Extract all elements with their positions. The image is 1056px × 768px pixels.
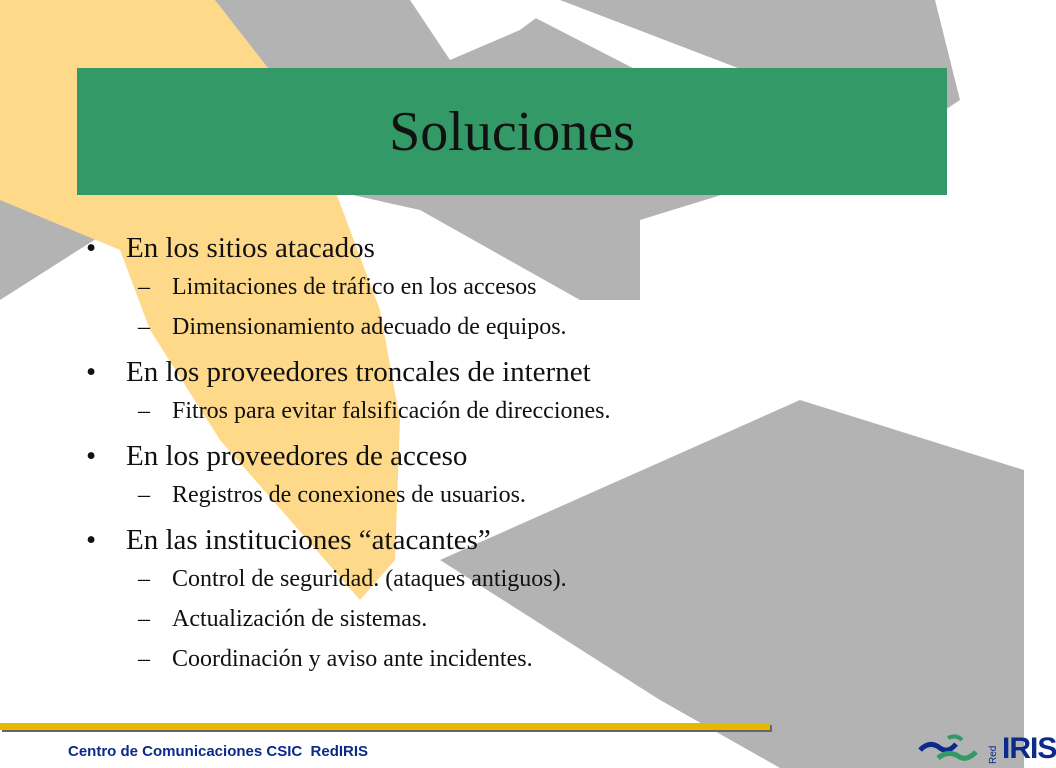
- sub-bullet-item: [86, 478, 986, 518]
- bullet-item: [86, 350, 986, 394]
- sub-bullet-text: Limitaciones de tráfico en los accesos: [172, 274, 537, 300]
- bullet-text: En los sitios atacados: [126, 232, 375, 264]
- sub-bullet-text: Dimensionamiento adecuado de equipos.: [172, 314, 567, 340]
- sub-bullet-mark: –: [138, 398, 150, 424]
- sub-bullet-mark: –: [138, 314, 150, 340]
- logo-mark-icon: [918, 732, 980, 766]
- sub-bullet-item: [86, 642, 986, 682]
- sub-bullet-item: [86, 602, 986, 642]
- sub-bullet-text: Coordinación y aviso ante incidentes.: [172, 646, 533, 672]
- sub-bullet-text: Fitros para evitar falsificación de direcciones.: [172, 398, 611, 424]
- sub-bullet-item: [86, 310, 986, 350]
- bullet-text: En las instituciones “atacantes”: [126, 524, 491, 556]
- bullet-list: [86, 226, 986, 682]
- bullet-item: [86, 518, 986, 562]
- sub-bullet-mark: –: [138, 646, 150, 672]
- sub-bullet-mark: –: [138, 606, 150, 632]
- bullet-mark: •: [86, 232, 97, 264]
- title-band: [77, 68, 947, 195]
- footer-label: Centro de Comunicaciones CSIC RedIRIS: [68, 743, 369, 760]
- bullet-text: En los proveedores troncales de internet: [126, 356, 591, 388]
- sub-bullet-text: Actualización de sistemas.: [172, 606, 428, 632]
- sub-bullet-mark: –: [138, 566, 150, 592]
- footer-line: [0, 723, 770, 730]
- sub-bullet-text: Control de seguridad. (ataques antiguos).: [172, 566, 567, 592]
- sub-bullet-text: Registros de conexiones de usuarios.: [172, 482, 526, 508]
- rediris-logo: [918, 730, 1056, 768]
- bullet-text: En los proveedores de acceso: [126, 440, 468, 472]
- sub-bullet-mark: –: [138, 482, 150, 508]
- sub-bullet-item: [86, 394, 986, 434]
- sub-bullet-mark: –: [138, 274, 150, 300]
- bullet-mark: •: [86, 440, 97, 472]
- logo-red-text: Red: [988, 745, 999, 764]
- bullet-item: [86, 434, 986, 478]
- sub-bullet-item: [86, 270, 986, 310]
- bullet-mark: •: [86, 524, 97, 556]
- logo-iris-text: IRIS: [1002, 732, 1056, 765]
- bullet-mark: •: [86, 356, 97, 388]
- bullet-item: [86, 226, 986, 270]
- sub-bullet-item: [86, 562, 986, 602]
- slide-title: Soluciones: [389, 100, 635, 163]
- footer-divider: [0, 723, 770, 735]
